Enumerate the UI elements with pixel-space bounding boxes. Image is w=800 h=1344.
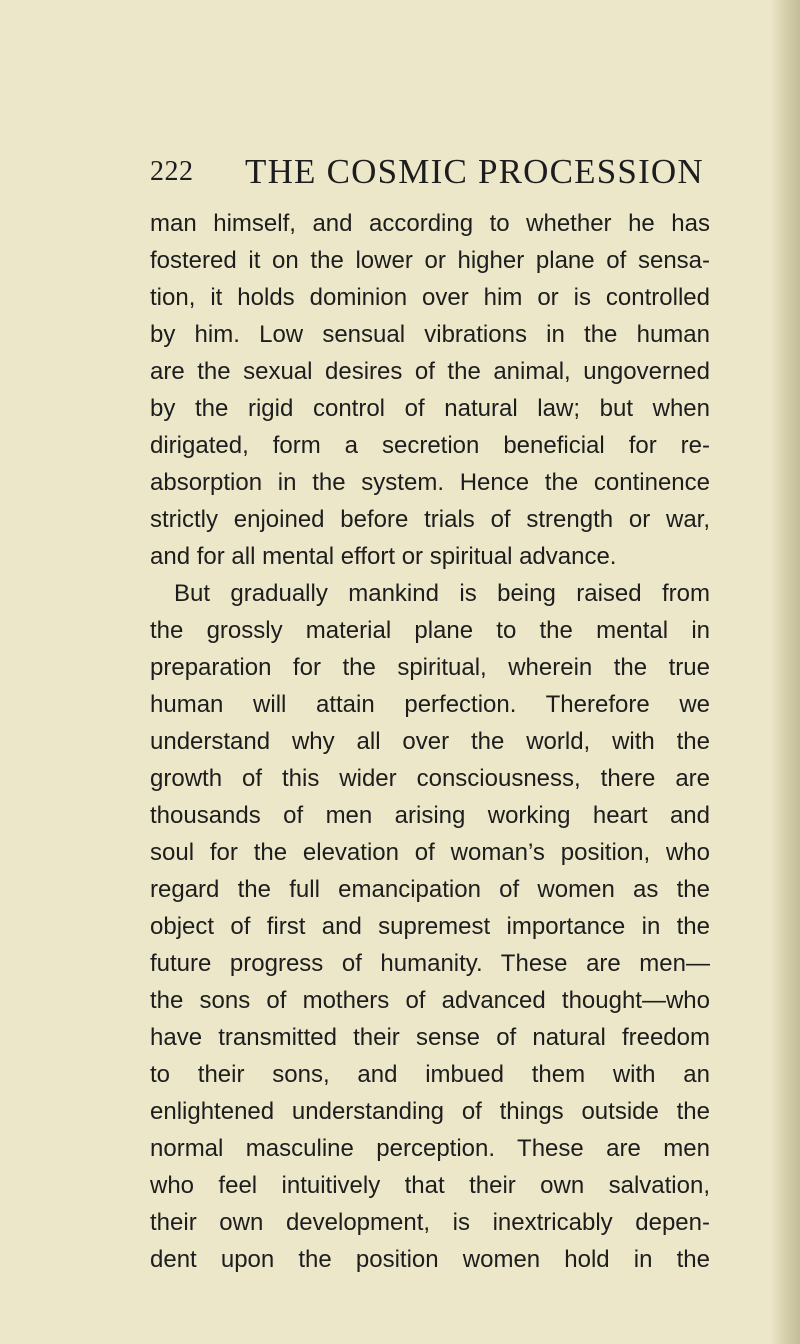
text-line: fostered it on the lower or higher plane of sensa- (150, 247, 710, 274)
text-line: are the sexual desires of the animal, ungoverned (150, 358, 710, 385)
text-line: soul for the elevation of woman’s position, who (150, 839, 710, 866)
text-line: object of first and supremest importance in the (150, 913, 710, 940)
text-line: the grossly material plane to the mental in (150, 617, 710, 644)
text-line: dent upon the position women hold in the (150, 1246, 710, 1273)
text-line: the sons of mothers of advanced thought—who (150, 987, 710, 1014)
text-line: have transmitted their sense of natural freedom (150, 1024, 710, 1051)
text-line: growth of this wider consciousness, there are (150, 765, 710, 792)
page-number: 222 (150, 156, 194, 187)
text-line: understand why all over the world, with the (150, 728, 710, 755)
text-line: man himself, and according to whether he has (150, 210, 710, 237)
text-line: to their sons, and imbued them with an (150, 1061, 710, 1088)
text-line: their own development, is inextricably depen- (150, 1209, 710, 1236)
text-line: enlightened understanding of things outside the (150, 1098, 710, 1125)
text-line: dirigated, form a secretion beneficial for re- (150, 432, 710, 459)
text-line: human will attain perfection. Therefore we (150, 691, 710, 718)
text-line: by the rigid control of natural law; but when (150, 395, 710, 422)
running-title: THE COSMIC PROCESSION (245, 152, 704, 191)
text-line: future progress of humanity. These are men— (150, 950, 710, 977)
body-text (150, 205, 710, 1278)
text-line: absorption in the system. Hence the continence (150, 469, 710, 496)
text-line: preparation for the spiritual, wherein the true (150, 654, 710, 681)
text-line: tion, it holds dominion over him or is controlled (150, 284, 710, 311)
text-line: strictly enjoined before trials of strength or war, (150, 506, 710, 533)
text-line: normal masculine perception. These are men (150, 1135, 710, 1162)
text-line: But gradually mankind is being raised from (174, 580, 710, 607)
text-line: and for all mental effort or spiritual advance. (150, 543, 617, 570)
text-line: regard the full emancipation of women as the (150, 876, 710, 903)
page-header (150, 152, 710, 192)
text-line: who feel intuitively that their own salvation, (150, 1172, 710, 1199)
text-line: by him. Low sensual vibrations in the human (150, 321, 710, 348)
text-line: thousands of men arising working heart and (150, 802, 710, 829)
